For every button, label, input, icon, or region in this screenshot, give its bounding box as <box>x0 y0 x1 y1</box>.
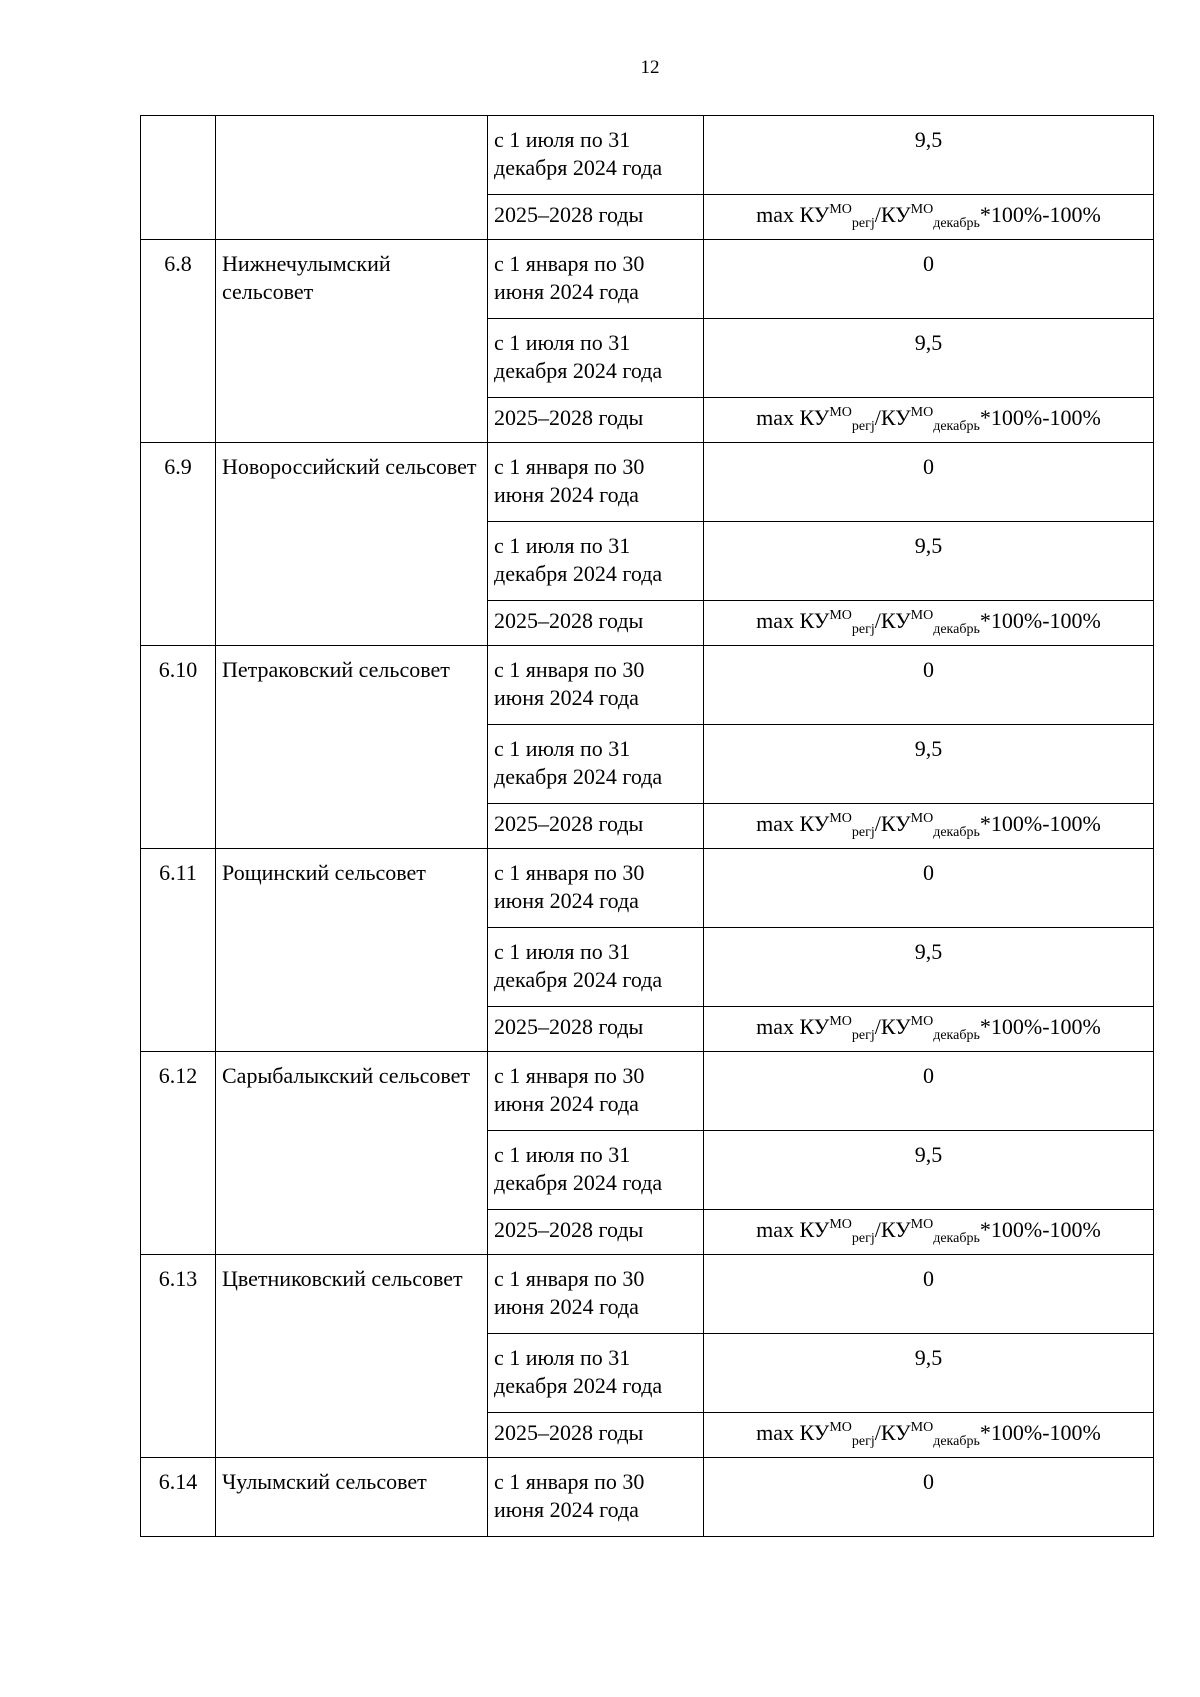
table-row <box>141 1458 1154 1537</box>
formula-mid: /КУ <box>874 1217 911 1242</box>
period-cell: с 1 июля по 31 декабря 2024 года <box>488 1131 704 1210</box>
period-cell: 2025–2028 годы <box>488 1210 704 1255</box>
formula-cell <box>704 398 1154 443</box>
formula-cell <box>704 195 1154 240</box>
formula-sup1: МО <box>829 1420 852 1435</box>
formula-suffix: *100%-100% <box>979 405 1101 430</box>
formula-sub2: декабрь <box>933 1434 980 1449</box>
formula-sub2: декабрь <box>933 825 980 840</box>
formula-sub2: декабрь <box>933 419 980 434</box>
value-cell: 0 <box>704 1052 1154 1131</box>
period-cell: с 1 января по 30 июня 2024 года <box>488 240 704 319</box>
formula-prefix: max КУ <box>756 608 830 633</box>
formula-sub1: регj <box>851 419 875 434</box>
page-number: 12 <box>640 57 660 78</box>
formula-mid: /КУ <box>874 202 911 227</box>
value-cell: 9,5 <box>704 725 1154 804</box>
formula-prefix: max КУ <box>756 1014 830 1039</box>
formula-sup2: МО <box>910 405 934 420</box>
period-cell: с 1 января по 30 июня 2024 года <box>488 1458 704 1537</box>
value-cell: 9,5 <box>704 1131 1154 1210</box>
value-cell: 0 <box>704 646 1154 725</box>
formula-sup2: МО <box>910 608 934 623</box>
formula-sup1: МО <box>829 608 852 623</box>
table-row <box>141 1255 1154 1334</box>
value-cell: 0 <box>704 443 1154 522</box>
value-cell: 9,5 <box>704 928 1154 1007</box>
entry-number: 6.10 <box>141 646 216 849</box>
period-cell: 2025–2028 годы <box>488 1413 704 1458</box>
formula-sup2: МО <box>910 1217 934 1232</box>
formula-sub1: регj <box>851 1231 875 1246</box>
formula-sup1: МО <box>829 1217 852 1232</box>
formula-suffix: *100%-100% <box>979 202 1101 227</box>
value-cell: 0 <box>704 1458 1154 1537</box>
period-cell: с 1 января по 30 июня 2024 года <box>488 1052 704 1131</box>
period-cell: с 1 января по 30 июня 2024 года <box>488 849 704 928</box>
period-cell: с 1 января по 30 июня 2024 года <box>488 1255 704 1334</box>
formula-mid: /КУ <box>874 405 911 430</box>
formula-mid: /КУ <box>874 1014 911 1039</box>
entry-number: 6.9 <box>141 443 216 646</box>
period-cell: с 1 июля по 31 декабря 2024 года <box>488 928 704 1007</box>
entry-number: 6.13 <box>141 1255 216 1458</box>
entry-name <box>216 116 488 240</box>
formula-prefix: max КУ <box>756 1420 830 1445</box>
period-cell: с 1 июля по 31 декабря 2024 года <box>488 1334 704 1413</box>
formula-sup2: МО <box>910 1014 934 1029</box>
formula-suffix: *100%-100% <box>979 608 1101 633</box>
formula-sub2: декабрь <box>933 216 980 231</box>
formula-sub1: регj <box>851 1434 875 1449</box>
formula-cell <box>704 1413 1154 1458</box>
entry-name: Рощинский сельсовет <box>216 849 488 1052</box>
value-cell: 9,5 <box>704 319 1154 398</box>
formula-suffix: *100%-100% <box>979 1420 1101 1445</box>
value-cell: 0 <box>704 849 1154 928</box>
entry-number: 6.14 <box>141 1458 216 1537</box>
table-row <box>141 443 1154 522</box>
value-cell: 9,5 <box>704 522 1154 601</box>
formula-cell <box>704 804 1154 849</box>
entry-name: Чулымский сельсовет <box>216 1458 488 1537</box>
formula-prefix: max КУ <box>756 1217 830 1242</box>
value-cell: 0 <box>704 240 1154 319</box>
period-cell: 2025–2028 годы <box>488 195 704 240</box>
period-cell: 2025–2028 годы <box>488 1007 704 1052</box>
period-cell: 2025–2028 годы <box>488 601 704 646</box>
formula-mid: /КУ <box>874 811 911 836</box>
formula-sub2: декабрь <box>933 622 980 637</box>
formula-prefix: max КУ <box>756 202 830 227</box>
table-body <box>141 116 1154 1537</box>
formula-sup2: МО <box>910 202 934 217</box>
entry-name: Петраковский сельсовет <box>216 646 488 849</box>
formula-sup1: МО <box>829 1014 852 1029</box>
formula-sub2: декабрь <box>933 1028 980 1043</box>
formula-suffix: *100%-100% <box>979 1217 1101 1242</box>
formula-suffix: *100%-100% <box>979 811 1101 836</box>
entry-number: 6.8 <box>141 240 216 443</box>
formula-sup1: МО <box>829 811 852 826</box>
period-cell: с 1 июля по 31 декабря 2024 года <box>488 522 704 601</box>
formula-sup2: МО <box>910 1420 934 1435</box>
entry-name: Сарыбалыкский сельсовет <box>216 1052 488 1255</box>
value-cell: 9,5 <box>704 1334 1154 1413</box>
period-cell: 2025–2028 годы <box>488 804 704 849</box>
entry-number <box>141 116 216 240</box>
formula-mid: /КУ <box>874 608 911 633</box>
formula-sub1: регj <box>851 1028 875 1043</box>
entry-number: 6.12 <box>141 1052 216 1255</box>
formula-prefix: max КУ <box>756 811 830 836</box>
formula-sup2: МО <box>910 811 934 826</box>
period-cell: с 1 июля по 31 декабря 2024 года <box>488 319 704 398</box>
table-row <box>141 116 1154 195</box>
period-cell: с 1 июля по 31 декабря 2024 года <box>488 116 704 195</box>
table-row <box>141 1052 1154 1131</box>
period-cell: 2025–2028 годы <box>488 398 704 443</box>
entry-name: Нижнечулымский сельсовет <box>216 240 488 443</box>
formula-sub1: регj <box>851 216 875 231</box>
tariff-table <box>140 115 1154 1537</box>
table-row <box>141 240 1154 319</box>
formula-sup1: МО <box>829 405 852 420</box>
table-row <box>141 646 1154 725</box>
value-cell: 9,5 <box>704 116 1154 195</box>
formula-sub2: декабрь <box>933 1231 980 1246</box>
formula-prefix: max КУ <box>756 405 830 430</box>
entry-name: Новороссийский сельсовет <box>216 443 488 646</box>
entry-name: Цветниковский сельсовет <box>216 1255 488 1458</box>
formula-sub1: регj <box>851 622 875 637</box>
formula-cell <box>704 601 1154 646</box>
formula-mid: /КУ <box>874 1420 911 1445</box>
formula-cell <box>704 1210 1154 1255</box>
formula-sup1: МО <box>829 202 852 217</box>
period-cell: с 1 января по 30 июня 2024 года <box>488 443 704 522</box>
table-row <box>141 849 1154 928</box>
entry-number: 6.11 <box>141 849 216 1052</box>
formula-cell <box>704 1007 1154 1052</box>
value-cell: 0 <box>704 1255 1154 1334</box>
period-cell: с 1 января по 30 июня 2024 года <box>488 646 704 725</box>
period-cell: с 1 июля по 31 декабря 2024 года <box>488 725 704 804</box>
formula-sub1: регj <box>851 825 875 840</box>
formula-suffix: *100%-100% <box>979 1014 1101 1039</box>
